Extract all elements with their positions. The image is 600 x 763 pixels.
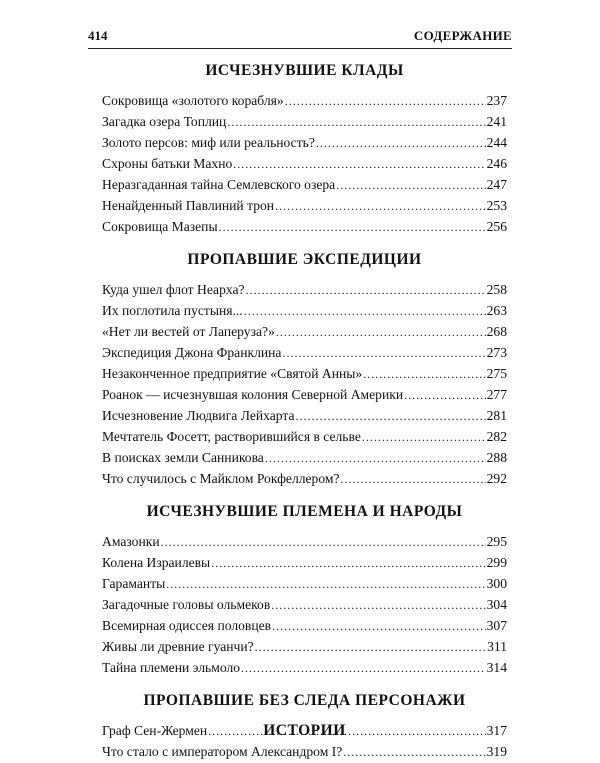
dot-leader	[276, 321, 486, 343]
dot-leader	[282, 342, 485, 364]
toc-entry-page: 253	[486, 198, 507, 213]
toc-entry-title: Гараманты	[102, 576, 166, 591]
toc-entry	[102, 321, 507, 342]
dot-leader	[404, 384, 486, 406]
toc-entry-page: 275	[486, 366, 507, 381]
toc-entry-page: 244	[486, 135, 507, 150]
toc-entry-page: 247	[486, 177, 507, 192]
toc-entry-title: Куда ушел флот Неарха?	[102, 282, 245, 297]
page-number: 414	[88, 28, 108, 43]
table-of-contents	[102, 50, 507, 762]
toc-entry	[102, 279, 507, 300]
toc-entry	[102, 111, 507, 132]
dot-leader	[227, 111, 485, 133]
toc-entry	[102, 384, 507, 405]
dot-leader	[336, 174, 485, 196]
toc-entry-title: Всемирная одиссея половцев	[102, 618, 272, 633]
toc-entry-title: Амазонки	[102, 534, 160, 549]
toc-entry-page: 300	[486, 576, 507, 591]
toc-entry-title: Золото персов: миф или реальность?	[102, 135, 315, 150]
toc-entry-title: Мечтатель Фосетт, растворившийся в сельве	[102, 429, 361, 444]
section-title: ИСЧЕЗНУВШИЕ КЛАДЫ	[205, 62, 404, 79]
toc-entry-page: 317	[486, 723, 507, 738]
dot-leader	[233, 153, 485, 175]
toc-entry-title: Неразгаданная тайна Семлевского озера	[102, 177, 336, 192]
toc-entry-title: Роанок — исчезнувшая колония Северной Америки	[102, 387, 404, 402]
toc-entry	[102, 594, 507, 615]
toc-entry	[102, 174, 507, 195]
toc-entry	[102, 531, 507, 552]
toc-entry-title: Граф Сен-Жермен	[102, 723, 208, 738]
toc-entry	[102, 216, 507, 237]
dot-leader	[363, 363, 485, 385]
toc-entry-title: Их поглотила пустыня...	[102, 303, 243, 318]
toc-entry	[102, 720, 507, 741]
toc-entry-title: В поисках земли Санникова	[102, 450, 264, 465]
toc-entry	[102, 195, 507, 216]
toc-entry	[102, 426, 507, 447]
running-title: СОДЕРЖАНИЕ	[413, 28, 512, 43]
toc-entry	[102, 153, 507, 174]
dot-leader	[296, 405, 486, 427]
toc-entry-page: 246	[486, 156, 507, 171]
toc-entry-page: 307	[486, 618, 507, 633]
toc-entry-title: Сокровища «золотого корабля»	[102, 93, 284, 108]
toc-entry	[102, 468, 507, 489]
toc-entry-title: Колена Израилевы	[102, 555, 211, 570]
toc-entry-title: Что стало с императором Александром I?	[102, 744, 343, 759]
dot-leader	[208, 720, 485, 742]
toc-entry	[102, 573, 507, 594]
toc-entry-page: 258	[486, 282, 507, 297]
section-title: ПРОПАВШИЕ ЭКСПЕДИЦИИ	[187, 251, 422, 268]
dot-leader	[241, 657, 486, 679]
dot-leader	[161, 531, 486, 553]
toc-entry-title: Сокровища Мазепы	[102, 219, 218, 234]
toc-entry-page: 281	[486, 408, 507, 423]
toc-entry-page: 292	[486, 471, 507, 486]
toc-entry-page: 263	[486, 303, 507, 318]
dot-leader	[285, 90, 486, 112]
toc-entry-title: Тайна племени эльмоло	[102, 660, 241, 675]
toc-entry	[102, 300, 507, 321]
dot-leader	[271, 594, 485, 616]
dot-leader	[341, 468, 486, 490]
toc-entry-page: 268	[486, 324, 507, 339]
toc-entry	[102, 657, 507, 678]
toc-entry	[102, 90, 507, 111]
toc-entry-page: 319	[486, 744, 507, 759]
toc-entry-title: Незаконченное предприятие «Святой Анны»	[102, 366, 363, 381]
toc-entry-page: 277	[486, 387, 507, 402]
dot-leader	[316, 132, 486, 154]
toc-entry-page: 256	[486, 219, 507, 234]
dot-leader	[362, 426, 486, 448]
toc-entry-title: Схроны батьки Махно	[102, 156, 233, 171]
toc-entry-title: Живы ли древние гуанчи?	[102, 639, 254, 654]
dot-leader	[255, 636, 486, 658]
toc-entry-page: 282	[486, 429, 507, 444]
toc-entry	[102, 405, 507, 426]
section-title: ИСЧЕЗНУВШИЕ ПЛЕМЕНА И НАРОДЫ	[146, 503, 463, 520]
toc-entry-title: «Нет ли вестей от Лаперуза?»	[102, 324, 275, 339]
toc-entry-page: 311	[487, 639, 507, 654]
toc-entry	[102, 447, 507, 468]
toc-entry	[102, 363, 507, 384]
dot-leader	[219, 216, 486, 238]
toc-entry-title: Загадочные головы ольмеков	[102, 597, 271, 612]
toc-entry-page: 299	[486, 555, 507, 570]
toc-entry-title: Экспедиция Джона Франклина	[102, 345, 282, 360]
toc-entry	[102, 132, 507, 153]
toc-entry-page: 288	[486, 450, 507, 465]
dot-leader	[343, 741, 485, 763]
toc-entry-title: Что случилось с Майклом Рокфеллером?	[102, 471, 340, 486]
toc-entry-title: Исчезновение Людвига Лейхарта	[102, 408, 295, 423]
toc-entry-page: 273	[486, 345, 507, 360]
dot-leader	[211, 552, 485, 574]
toc-entry-page: 295	[486, 534, 507, 549]
running-header	[88, 26, 512, 49]
dot-leader	[272, 615, 486, 637]
toc-entry-page: 237	[486, 93, 507, 108]
toc-entry-page: 304	[486, 597, 507, 612]
dot-leader	[275, 195, 486, 217]
dot-leader	[166, 573, 485, 595]
toc-entry-title: Ненайденный Павлиний трон	[102, 198, 275, 213]
toc-entry-page: 314	[486, 660, 507, 675]
dot-leader	[246, 279, 486, 301]
dot-leader	[244, 300, 486, 322]
toc-entry-title: Загадка озера Топлиц	[102, 114, 227, 129]
section-title: ПРОПАВШИЕ БЕЗ СЛЕДА ПЕРСОНАЖИ ИСТОРИИ	[143, 692, 466, 739]
dot-leader	[265, 447, 486, 469]
toc-entry-page: 241	[486, 114, 507, 129]
toc-entry	[102, 342, 507, 363]
toc-entry	[102, 636, 507, 657]
toc-entry	[102, 741, 507, 762]
toc-entry	[102, 552, 507, 573]
toc-entry	[102, 615, 507, 636]
